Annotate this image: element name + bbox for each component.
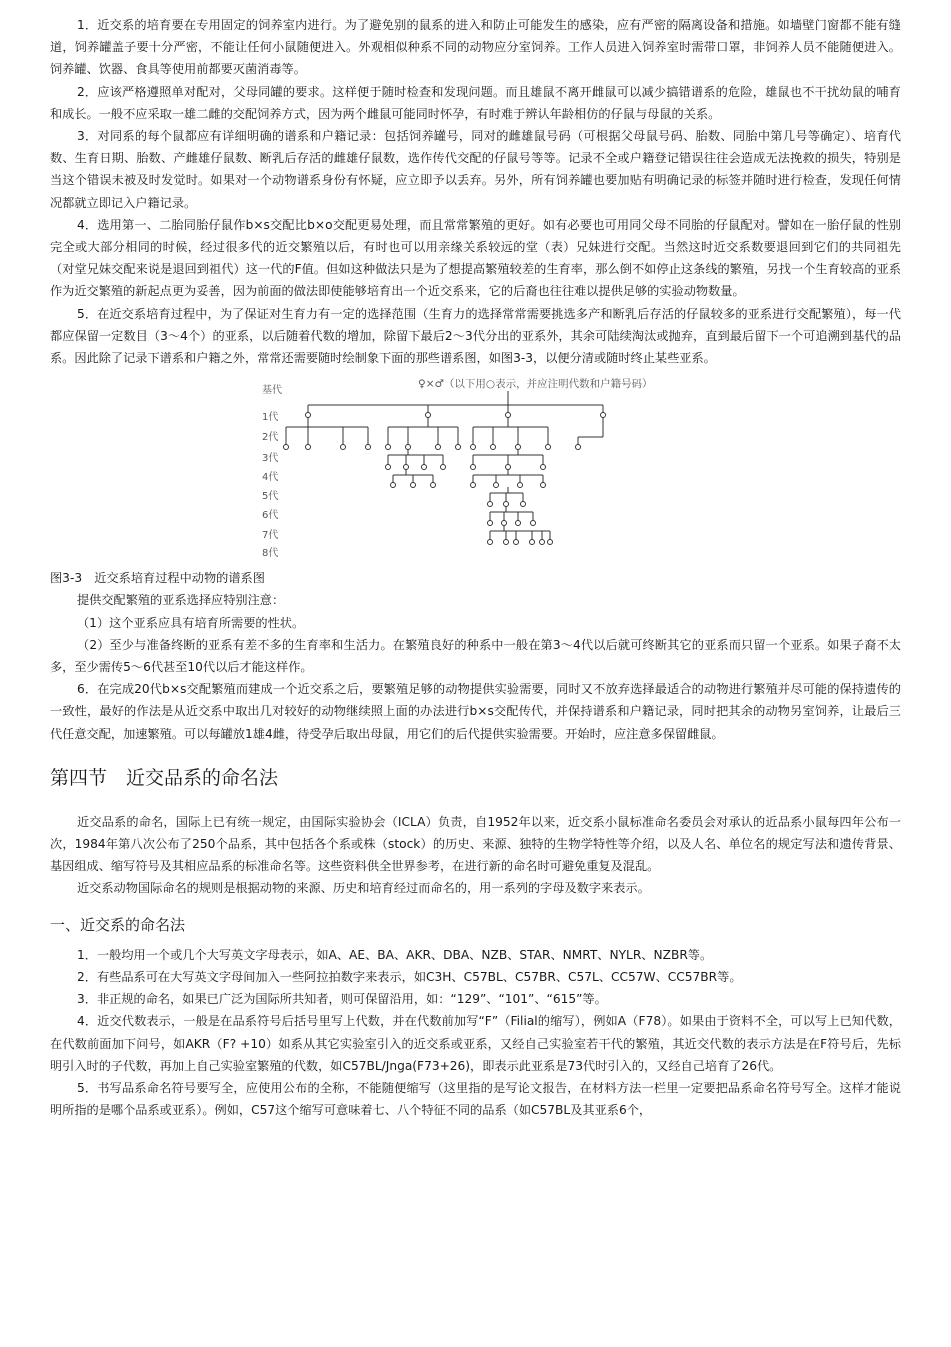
gen-label-5: 5代	[262, 491, 279, 503]
naming-rule-2: 2．有些品系可在大写英文字母间加入一些阿拉拍数字来表示，如C3H、C57BL、C57BR、C57L、CC57W、CC57BR等。	[77, 969, 742, 984]
gen-label-3: 3代	[262, 453, 279, 465]
paragraph-6: 6．在完成20代b×s交配繁殖而建成一个近交系之后，要繁殖足够的动物提供实验需要，同时又不放弃选择最适合的动物进行繁殖并尽可能的保持遗传的一致性，最好的作法是从近交系中取出几对较好的动物继续照上面的办法进行b×s交配传代，并保持谱系和户籍记录，同时把其余的动物另室饲养，让最后三代任意交配，加速繁殖。可以每罐放1雄4雌，待受孕后取出母鼠，用它们的后代提供实验需要。开始时，应注意多保留雌鼠。	[50, 682, 901, 741]
paragraph-3: 3．对同系的每个鼠都应有详细明确的谱系和户籍记录：包括饲养罐号，同对的雌雄鼠号码（可根据父母鼠号码、胎数、同胎中第几号等确定）、培育代数、生育日期、胎数、产雌雄仔鼠数、断乳后存活的雌雄仔鼠数，选作传代交配的仔鼠号等等。记录不全或户籍登记错误往往会造成无法挽救的损失，特别是当这个错误未被及时发觉时。如果对一个动物谱系身份有怀疑，应立即予以丢弃。另外，所有饲养罐也要加贴有明确记录的标签并随时进行检查，发现任何情况都就立即记入户籍记录。	[50, 129, 901, 210]
gen-label-4: 4代	[262, 472, 279, 484]
paragraph-1: 1．近交系的培育要在专用固定的饲养室内进行。为了避免别的鼠系的进入和防止可能发生的感染，应有严密的隔离设备和措施。如墙壁门窗都不能有缝道，饲养罐盖子要十分严密，不能让任何小鼠随便进入。外观相似种系不同的动物应分室饲养。工作人员进入饲养室时需带口罩，非饲养人员不能随便进入。饲养罐、饮器、食具等使用前都要灭菌消毒等。	[50, 18, 901, 77]
section-title: 第四节 近交品系的命名法	[50, 766, 279, 789]
gen-label-7: 7代	[262, 530, 279, 542]
gen-label-8: 8代	[262, 548, 279, 560]
paragraph-2: 2．应该严格遵照单对配对，父母同罐的要求。这样便于随时检查和发现问题。而且雄鼠不离开雌鼠可以减少搞错谱系的危险，雄鼠也不干扰幼鼠的哺育和成长。一般不应采取一雄二雌的交配饲养方式，因为两个雌鼠可能同时怀孕，有时难于辨认年龄相仿的仔鼠与母鼠的关系。	[50, 84, 901, 121]
paragraph-4: 4．选用第一、二胎同胎仔鼠作b×s交配比b×o交配更易处理，而且常常繁殖的更好。如有必要也可用同父母不同胎的仔鼠配对。譬如在一胎仔鼠的性别完全或大部分相同的时候，经过很多代的近交繁殖以后，有时也可以用亲缘关系较远的堂（表）兄妹进行交配。当然这时近交系数要退回到它们的共同祖先（对堂兄妹交配来说是退回到祖代）这一代的F值。但如这种做法只是为了想提高繁殖较差的生育率，那么倒不如停止这条线的繁殖，另找一个生育较高的亚系作为近交繁殖的新起点更为妥善，因为前面的做法即使能够培育出一个近交系来，它的后裔也往往难以提供足够的实验动物数量。	[50, 217, 901, 299]
selection-item-1: （1）这个亚系应具有培育所需要的性状。	[77, 615, 305, 630]
gen-label-2: 2代	[262, 432, 279, 444]
figure-caption: 图3-3 近交系培育过程中动物的谱系图	[50, 571, 265, 586]
section-paragraph-2: 近交系动物国际命名的规则是根据动物的来源、历史和培育经过而命名的，用一系列的字母及数字来表示。	[77, 881, 650, 896]
naming-rule-1: 1．一般均用一个或几个大写英文字母表示，如A、AE、BA、AKR、DBA、NZB、STAR、NMRT、NYLR、NZBR等。	[77, 947, 713, 962]
pedigree-figure	[0, 369, 951, 567]
section-paragraph-1: 近交品系的命名，国际上已有统一规定，由国际实验协会（ICLA）负责，自1952年以来，近交系小鼠标准命名委员会对承认的近品系小鼠每四年公布一次，1984年第八次公布了250个品系，其中包括各个系或株（stock）的历史、来源、独特的生物学特性等介绍，以及人名、单位名的规定写法和遗传背景、基因组成、缩写符号及其相应品系的标准命名等。这些资料供全世界参考，在进行新的命名时可避免重复及混乱。	[50, 814, 901, 874]
subsection-title: 一、近交系的命名法	[50, 915, 186, 934]
paragraph-5: 5．在近交系培育过程中，为了保证对生育力有一定的选择范围（生育力的选择常常需要挑选多产和断乳后存活的仔鼠较多的亚系进行交配繁殖），每一代都应保留一定数目（3～4个）的亚系，以后随着代数的增加，除留下最后2～3代分出的亚系外，其余可陆续淘汰或抛弃，直到最后留下一个可追溯到基代的品系。因此除了记录下谱系和户籍之外，常常还需要随时绘制象下面的那些谱系图，如图3-3，以便分清或随时终止某些亚系。	[50, 306, 901, 366]
selection-item-2: （2）至少与准备终断的亚系有差不多的生育率和生活力。在繁殖良好的种系中一般在第3～4代以后就可终断其它的亚系而只留一个亚系。如果子裔不太多，至少需传5～6代甚至10代以后才能这样作。	[50, 637, 901, 675]
naming-rule-5: 5．书写品系命名符号要写全，应使用公布的全称，不能随便缩写（这里指的是写论文报告，在材料方法一栏里一定要把品系命名符号写全。这样才能说明所指的是哪个品系或亚系）。例如，C57这个缩写可意味着七、八个特征不同的品系（如C57BL及其亚系6个，	[50, 1080, 901, 1118]
selection-intro: 提供交配繁殖的亚系选择应特别注意：	[77, 593, 285, 608]
naming-rule-4: 4．近交代数表示，一般是在品系符号后括号里写上代数，并在代数前加写“F”（Filial的缩写），例如A（F78）。如果由于资料不全，可以写上已知代数，在代数前面加下问号，如AKR（F? +10）如系从其它实验室引入的近交系或亚系，又经自己实验室若干代的繁殖，其近交代数的表示方法是在F符号后，先标明引入时的子代数，再加上自己实验室繁殖的代数，如C57BL/Jnga(F73+26)，即表示此亚系是73代时引入的，又经自己培育了26代。	[50, 1014, 901, 1073]
figure-note: ♀×♂（以下用○表示，并应注明代数和户籍号码）	[418, 378, 653, 391]
pedigree-nodes	[284, 413, 606, 545]
gen-label-0: 基代	[262, 385, 282, 397]
gen-label-6: 6代	[262, 510, 279, 522]
naming-rule-3: 3．非正规的命名，如果已广泛为国际所共知者，则可保留沿用，如：“129”、“101”、“615”等。	[77, 992, 607, 1007]
gen-label-1: 1代	[262, 412, 279, 424]
pedigree-diagram	[258, 375, 708, 565]
